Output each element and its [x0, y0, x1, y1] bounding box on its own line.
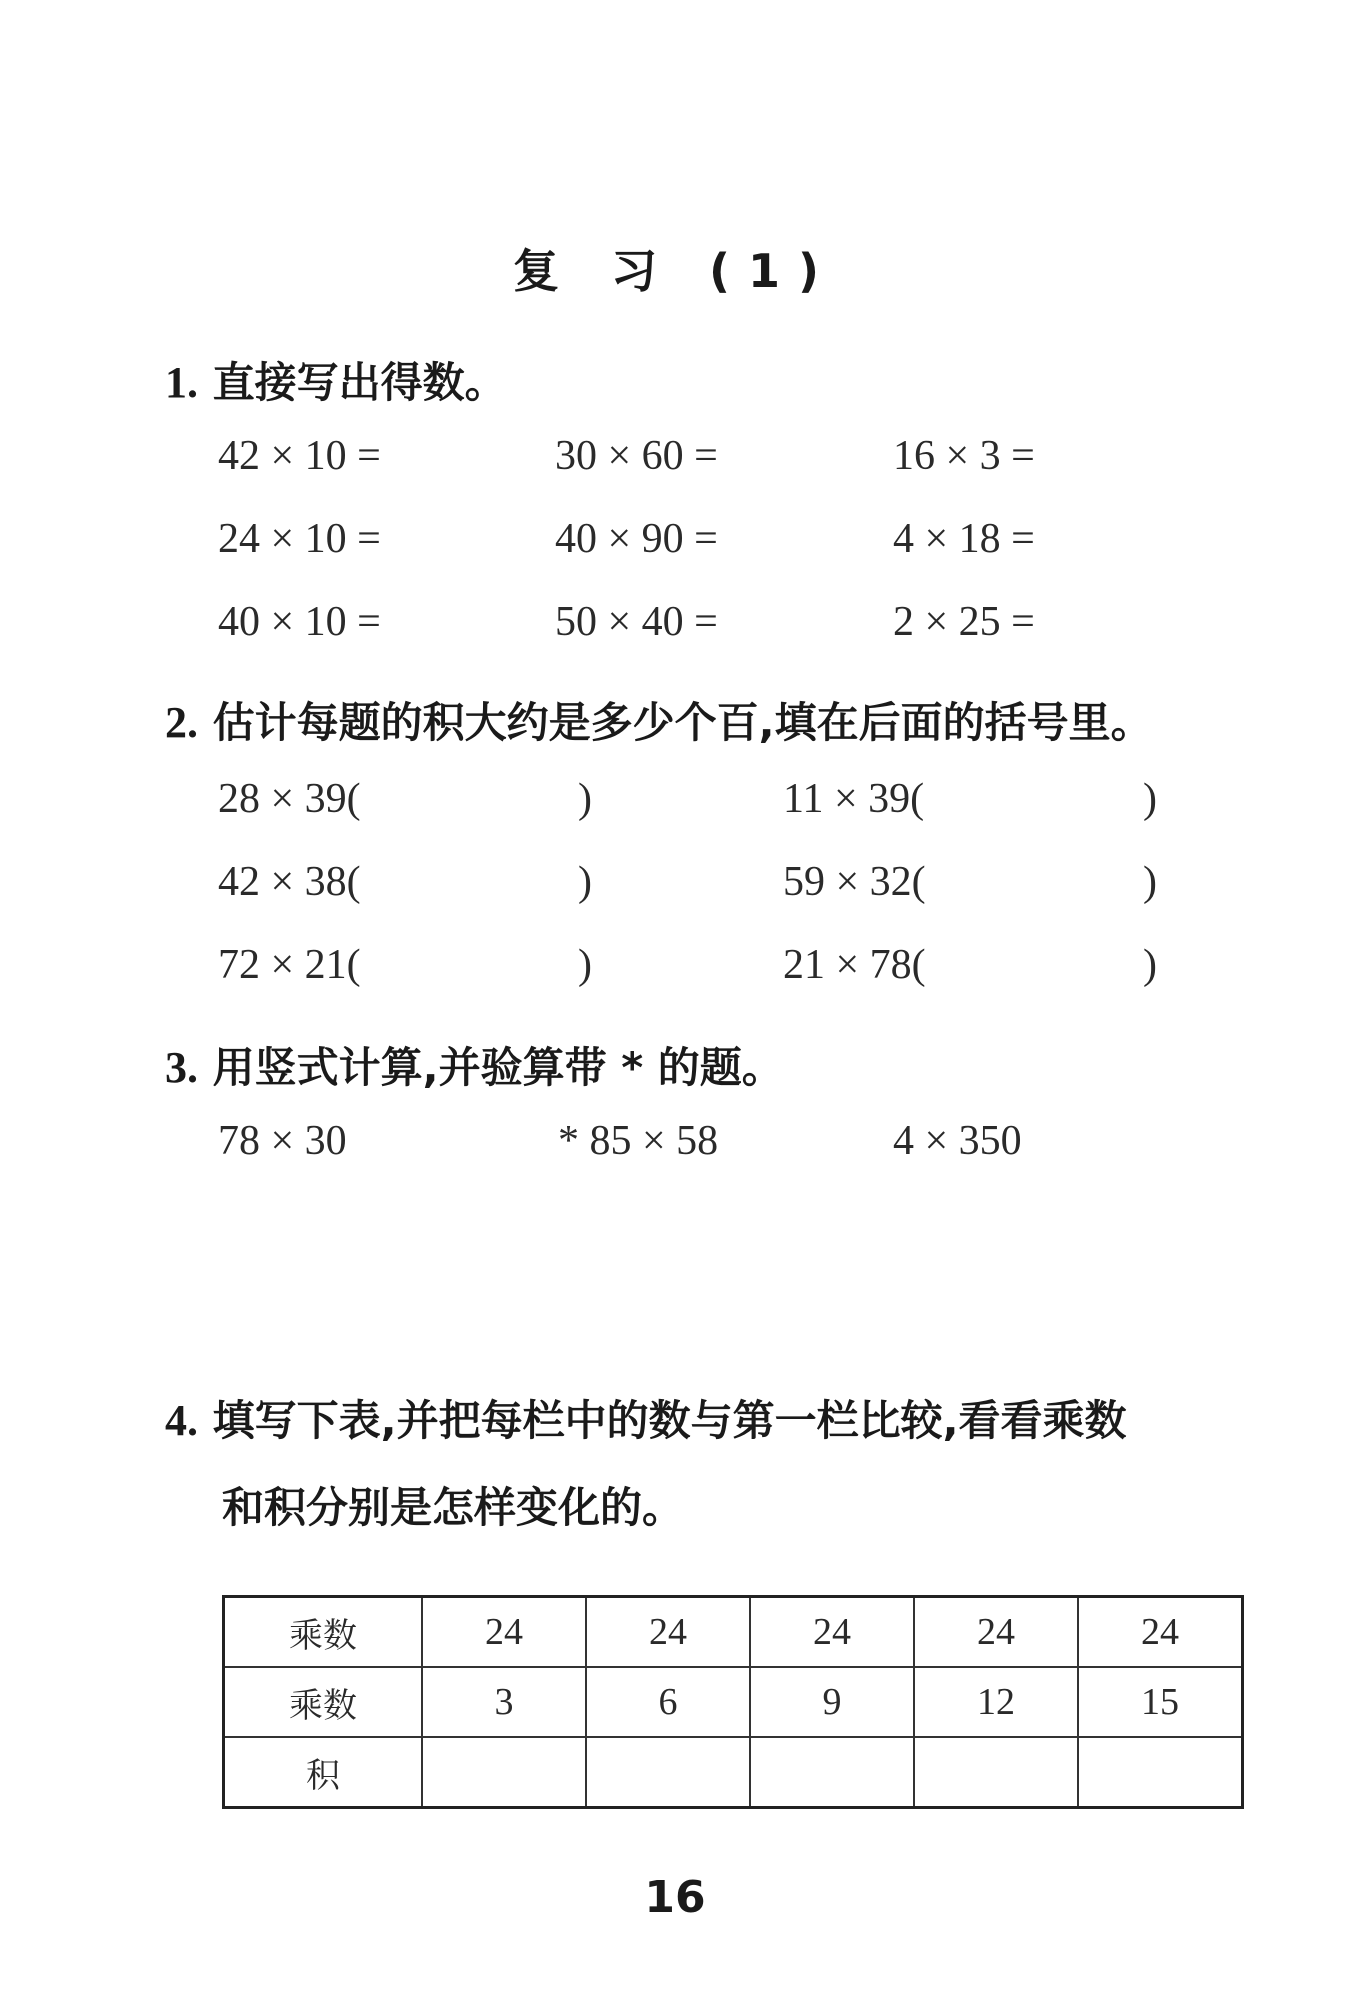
question-3-heading — [165, 1035, 784, 1095]
question-2-number: 2. — [165, 698, 198, 747]
q1-expression: 40 × 10 = — [218, 599, 381, 645]
table-cell: 24 — [586, 1597, 750, 1668]
table-cell: 24 — [422, 1597, 586, 1668]
q2-close-paren: ) — [578, 776, 592, 822]
q1-expression: 2 × 25 = — [893, 599, 1035, 645]
q1-expression: 4 × 18 = — [893, 516, 1035, 562]
q1-expression: 42 × 10 = — [218, 433, 381, 479]
question-3-text: 用竖式计算,并验算带 * 的题。 — [212, 1043, 784, 1092]
question-4-number: 4. — [165, 1396, 198, 1445]
question-1-heading — [165, 350, 507, 410]
answer-cell[interactable] — [750, 1737, 914, 1808]
answer-cell[interactable] — [914, 1737, 1078, 1808]
q2-expression: 21 × 78( — [783, 942, 926, 988]
q2-close-paren: ) — [1143, 776, 1157, 822]
q1-expression: 30 × 60 = — [555, 433, 718, 479]
question-4-text-line2: 和积分别是怎样变化的。 — [222, 1483, 685, 1532]
question-2-text: 估计每题的积大约是多少个百,填在后面的括号里。 — [212, 698, 1153, 747]
q3-expression: 78 × 30 — [218, 1118, 347, 1164]
table-cell: 24 — [1078, 1597, 1243, 1668]
row-label: 积 — [224, 1737, 423, 1808]
page-title: 复 习 (1) — [512, 244, 838, 298]
table-cell: 6 — [586, 1667, 750, 1737]
question-4-heading — [165, 1388, 1127, 1448]
q3-expression-starred: * 85 × 58 — [558, 1118, 719, 1164]
table-cell: 9 — [750, 1667, 914, 1737]
question-1-text: 直接写出得数。 — [212, 358, 507, 407]
q1-expression: 16 × 3 = — [893, 433, 1035, 479]
page-number: 16 — [644, 1872, 706, 1923]
q3-expression: 4 × 350 — [893, 1118, 1022, 1164]
q2-expression: 59 × 32( — [783, 859, 926, 905]
question-1-number: 1. — [165, 358, 198, 407]
table-row — [224, 1737, 1243, 1808]
table-cell: 24 — [914, 1597, 1078, 1668]
q1-expression: 24 × 10 = — [218, 516, 381, 562]
q2-expression: 11 × 39( — [783, 776, 925, 822]
q2-close-paren: ) — [1143, 859, 1157, 905]
row-label: 乘数 — [224, 1667, 423, 1737]
table-row — [224, 1597, 1243, 1668]
q2-expression: 72 × 21( — [218, 942, 361, 988]
table-cell: 3 — [422, 1667, 586, 1737]
question-3-number: 3. — [165, 1043, 198, 1092]
q2-expression: 28 × 39( — [218, 776, 361, 822]
question-2-heading — [165, 690, 1153, 750]
table-cell: 24 — [750, 1597, 914, 1668]
answer-cell[interactable] — [586, 1737, 750, 1808]
question-4-text-line1: 填写下表,并把每栏中的数与第一栏比较,看看乘数 — [212, 1396, 1127, 1445]
multiplication-table — [222, 1595, 1244, 1809]
q2-close-paren: ) — [1143, 942, 1157, 988]
table-cell: 15 — [1078, 1667, 1243, 1737]
answer-cell[interactable] — [1078, 1737, 1243, 1808]
answer-cell[interactable] — [422, 1737, 586, 1808]
row-label: 乘数 — [224, 1597, 423, 1668]
q1-expression: 50 × 40 = — [555, 599, 718, 645]
table-row — [224, 1667, 1243, 1737]
table-cell: 12 — [914, 1667, 1078, 1737]
q2-close-paren: ) — [578, 859, 592, 905]
q2-expression: 42 × 38( — [218, 859, 361, 905]
q1-expression: 40 × 90 = — [555, 516, 718, 562]
q2-close-paren: ) — [578, 942, 592, 988]
